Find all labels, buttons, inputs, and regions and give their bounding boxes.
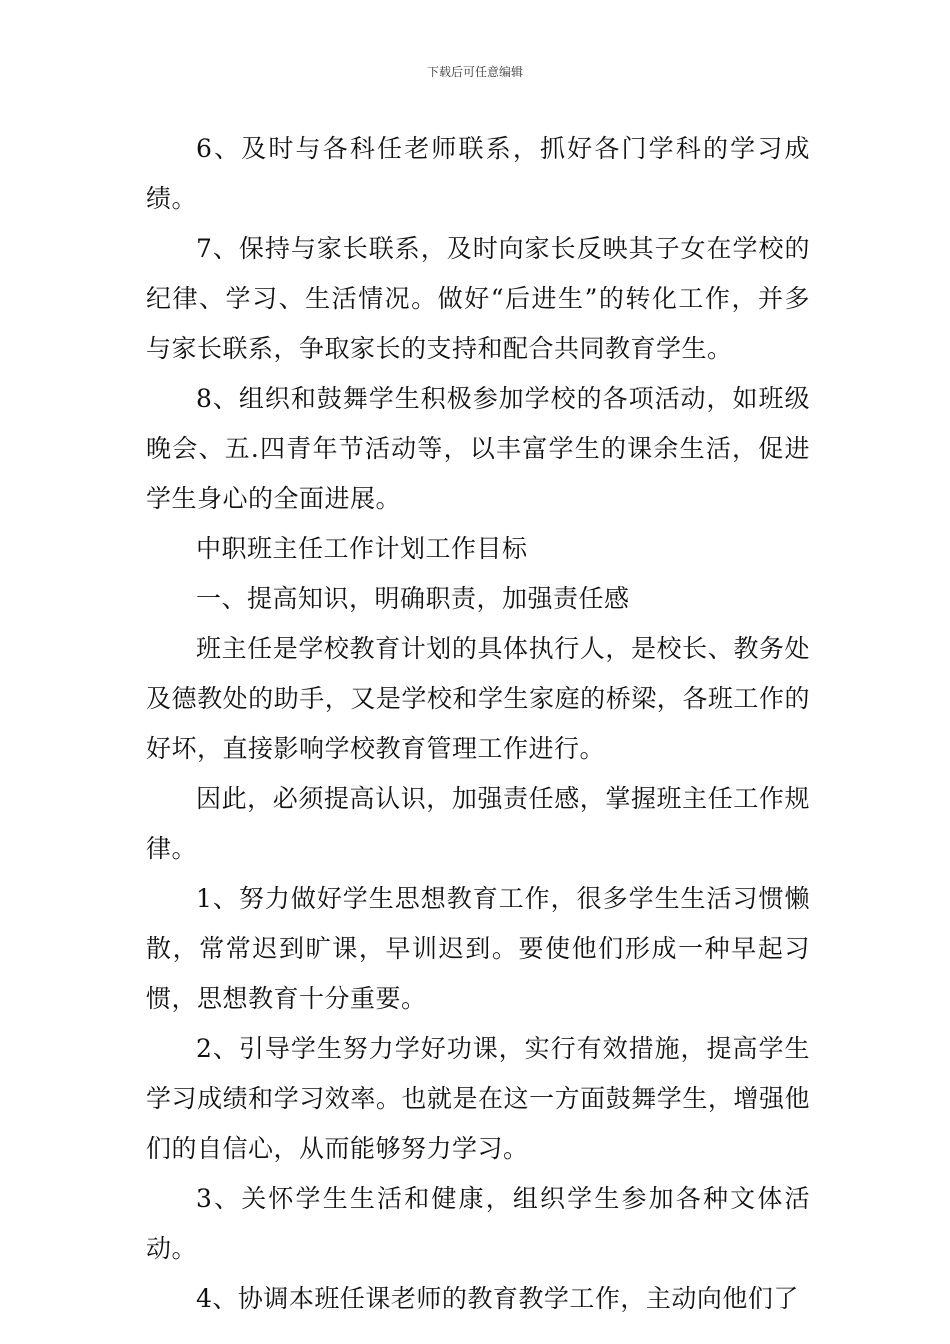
paragraph-conclusion: 因此，必须提高认识，加强责任感，掌握班主任工作规律。: [146, 784, 810, 863]
paragraph-intro: 班主任是学校教育计划的具体执行人，是校长、教务处及德教处的助手，又是学校和学生家庭的桥梁，各班工作的好坏，直接影响学校教育管理工作进行。: [146, 634, 810, 763]
section-title: 中职班主任工作计划工作目标: [196, 534, 528, 563]
paragraph-item-3: 3、关怀学生生活和健康，组织学生参加各种文体活动。: [146, 1184, 810, 1263]
paragraph-item-8: 8、组织和鼓舞学生积极参加学校的各项活动，如班级晚会、五.四青年节活动等，以丰富学生的课余生活，促进学生身心的全面进展。: [146, 384, 810, 513]
paragraph-item-7: 7、保持与家长联系，及时向家长反映其子女在学校的纪律、学习、生活情况。做好“后进生”的转化工作，并多与家长联系，争取家长的支持和配合共同教育学生。: [146, 234, 810, 363]
paragraph-item-1: 1、努力做好学生思想教育工作，很多学生生活习惯懒散，常常迟到旷课，早训迟到。要使他们形成一种早起习惯，思想教育十分重要。: [146, 884, 810, 1013]
paragraph-item-4: 4、协调本班任课老师的教育教学工作，主动向他们了: [196, 1284, 799, 1313]
page-header: 下载后可任意编辑: [426, 65, 523, 79]
paragraph-item-2: 2、引导学生努力学好功课，实行有效措施，提高学生学习成绩和学习效率。也就是在这一方面鼓舞学生，增强他们的自信心，从而能够努力学习。: [146, 1034, 810, 1163]
document-body: [146, 124, 810, 1324]
paragraph-item-6: 6、及时与各科任老师联系，抓好各门学科的学习成绩。: [146, 134, 810, 213]
section-subtitle: 一、提高知识，明确职责，加强责任感: [196, 584, 630, 613]
